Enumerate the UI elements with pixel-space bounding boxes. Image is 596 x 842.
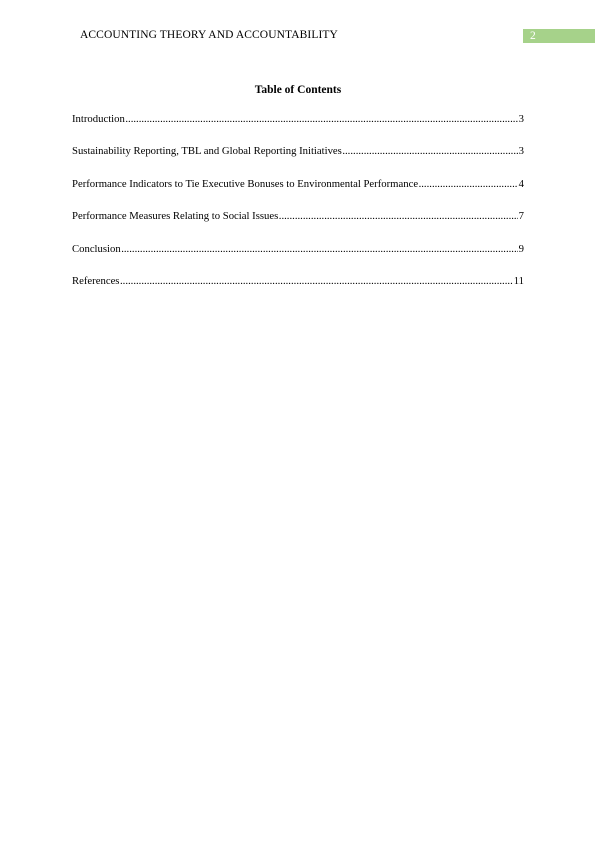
toc-dot-leader: [342, 144, 518, 158]
toc-entry-label: Conclusion: [72, 242, 121, 255]
toc-dot-leader: [125, 112, 518, 126]
toc-entry-page: 11: [513, 274, 524, 287]
toc-entry-introduction[interactable]: [72, 112, 524, 144]
page-number-badge: 2: [523, 29, 595, 43]
toc-dot-leader: [419, 177, 519, 191]
toc-entry-page: 7: [518, 210, 524, 223]
table-of-contents: [72, 112, 524, 306]
toc-entry-page: 3: [518, 113, 524, 125]
toc-entry-label: References: [72, 274, 120, 287]
toc-entry-conclusion[interactable]: [72, 242, 524, 274]
toc-entry-page: 9: [518, 242, 524, 255]
toc-entry-performance-indicators[interactable]: [72, 177, 524, 209]
toc-entry-sustainability-reporting[interactable]: [72, 144, 524, 176]
toc-entry-social-measures[interactable]: [72, 209, 524, 241]
toc-heading: Table of Contents: [254, 84, 342, 96]
toc-entry-page: 4: [518, 177, 524, 190]
toc-dot-leader: [120, 274, 513, 288]
toc-dot-leader: [279, 209, 518, 223]
toc-entry-references[interactable]: [72, 274, 524, 306]
toc-entry-page: 3: [518, 145, 524, 158]
toc-dot-leader: [121, 242, 518, 256]
toc-entry-label: Introduction: [72, 113, 125, 125]
running-header-title: ACCOUNTING THEORY AND ACCOUNTABILITY: [80, 29, 338, 41]
toc-entry-label: Performance Indicators to Tie Executive Bonuses to Environmental Performance: [72, 177, 419, 190]
toc-entry-label: Sustainability Reporting, TBL and Global Reporting Initiatives: [72, 145, 342, 158]
toc-entry-label: Performance Measures Relating to Social Issues: [72, 210, 279, 223]
